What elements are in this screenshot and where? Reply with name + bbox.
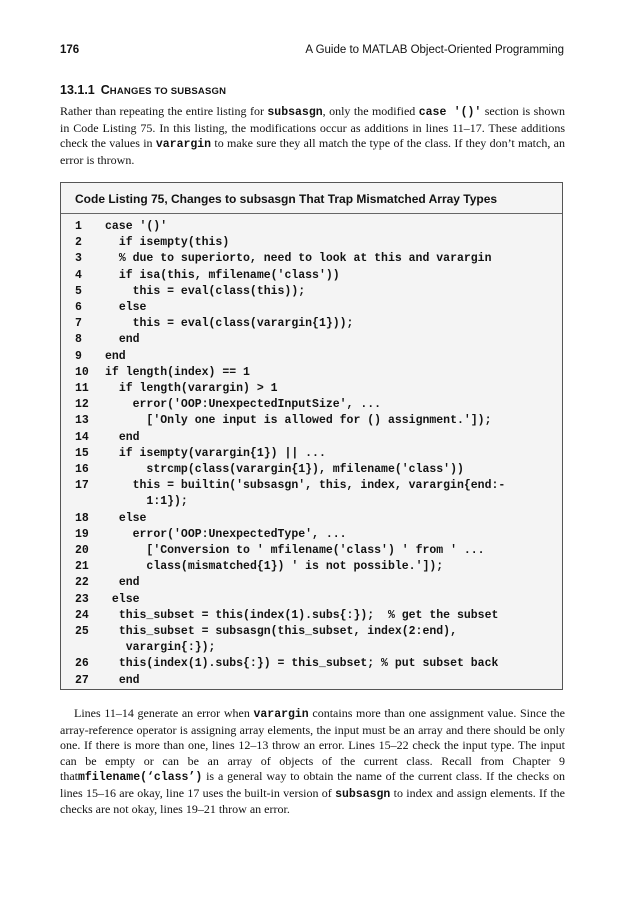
line-code: end xyxy=(105,333,140,347)
code-line xyxy=(75,235,552,251)
code-line xyxy=(75,608,552,624)
line-code: if isempty(this) xyxy=(105,236,230,250)
line-number: 24 xyxy=(75,608,89,622)
line-number: 2 xyxy=(75,236,82,250)
code-line xyxy=(75,381,552,397)
inline-code: varargin xyxy=(155,138,212,151)
text-run: contains more than one assignment value. Since the array-reference operator is assigning array elements, the input must be an array and there should be only one. If there is more than one, lines 12–13 throw an error. Lines 15–22 check the input type. The input can be empty or can be an array of objects of the current class. Recall from Chapter 9 that xyxy=(60,706,566,783)
text-run: is a general way to obtain the name of the current class. If the checks on lines 15–16 are okay, line 17 uses the built-in version of xyxy=(60,769,565,800)
line-code: this_subset = this(index(1).subs{:}); % get the subset xyxy=(105,608,499,622)
inline-code: varargin xyxy=(253,708,309,721)
page-number: 176 xyxy=(60,44,80,56)
running-title: A Guide to MATLAB Object-Oriented Programming xyxy=(305,44,564,56)
code-listing-title: Code Listing 75, Changes to subsasgn That Trap Mismatched Array Types xyxy=(75,192,498,206)
title-divider xyxy=(61,213,562,214)
code-line xyxy=(75,673,552,689)
line-code: error('OOP:UnexpectedType', ... xyxy=(105,527,347,541)
line-code: class(mismatched{1}) ' is not possible.']); xyxy=(105,560,444,574)
line-number: 1 xyxy=(75,220,82,233)
code-line xyxy=(75,397,552,413)
line-code: this(index(1).subs{:}) = this_subset; % put subset back xyxy=(105,657,499,671)
code-line xyxy=(75,527,552,543)
line-code: % due to superiorto, need to look at this and varargin xyxy=(105,252,492,266)
line-code: case '()' xyxy=(105,220,168,233)
line-code: end xyxy=(105,673,140,687)
line-code: end xyxy=(105,576,140,590)
line-number: 23 xyxy=(75,592,89,606)
line-code: ['Only one input is allowed for () assignment.']); xyxy=(105,414,492,428)
code-line xyxy=(75,284,552,300)
line-number: 17 xyxy=(75,479,89,493)
code-line xyxy=(75,543,552,559)
line-number: 9 xyxy=(75,349,82,363)
line-number: 4 xyxy=(75,268,82,282)
code-line xyxy=(75,251,552,267)
text-run: , only the modified xyxy=(322,104,419,118)
section-number: 13.1.1 xyxy=(60,83,95,97)
code-line xyxy=(75,316,552,332)
line-number: 26 xyxy=(75,657,89,671)
line-number: 11 xyxy=(75,382,89,396)
inline-code: mfilename(‘class’) xyxy=(78,771,203,784)
line-code: this = eval(class(varargin{1})); xyxy=(105,317,354,331)
section-heading xyxy=(60,83,226,97)
text-run: to index and assign elements. If the checks are not okay, lines 19–21 throw an error. xyxy=(60,785,566,816)
code-line xyxy=(75,478,552,510)
code-line xyxy=(75,511,552,527)
line-number: 12 xyxy=(75,398,89,412)
line-code: error('OOP:UnexpectedInputSize', ... xyxy=(105,398,382,412)
line-code: else xyxy=(105,301,147,315)
line-code: this = builtin('subsasgn', this, index, varargin{end:- 1:1}); xyxy=(132,479,506,509)
line-number: 15 xyxy=(75,446,89,460)
code-line xyxy=(75,349,552,365)
code-line xyxy=(75,365,552,381)
line-number: 22 xyxy=(75,576,89,590)
line-code: else xyxy=(105,511,147,525)
code-line xyxy=(75,430,552,446)
code-line xyxy=(75,592,552,608)
section-title-initial: C xyxy=(100,83,110,97)
line-code: this = eval(class(this)); xyxy=(105,284,306,298)
line-code: if length(varargin) > 1 xyxy=(105,382,278,396)
code-line xyxy=(75,219,552,235)
inline-code: case '()' xyxy=(418,106,482,119)
text-run: to make sure they all match the type of the class. If they don’t match, an error is thrown. xyxy=(60,136,565,167)
line-number: 13 xyxy=(75,414,89,428)
line-number: 3 xyxy=(75,252,82,266)
line-number: 27 xyxy=(75,673,89,687)
line-number: 21 xyxy=(75,560,89,574)
line-code: if length(index) == 1 xyxy=(105,365,250,379)
code-line xyxy=(75,624,552,656)
line-code: end xyxy=(105,430,140,444)
code-line xyxy=(75,268,552,284)
text-run: Lines 11–14 generate an error when xyxy=(74,706,254,720)
line-number: 8 xyxy=(75,333,82,347)
section-title-rest: HANGES TO SUBSASGN xyxy=(109,86,227,97)
code-line xyxy=(75,413,552,429)
line-number: 5 xyxy=(75,284,82,298)
page-header xyxy=(60,44,564,60)
line-number: 7 xyxy=(75,317,82,331)
line-number: 18 xyxy=(75,511,89,525)
line-number: 10 xyxy=(75,365,89,379)
inline-code: subsasgn xyxy=(335,787,391,801)
line-code: if isa(this, mfilename('class')) xyxy=(105,268,340,282)
line-code: else xyxy=(105,592,140,606)
line-code: ['Conversion to ' mfilename('class') ' from ' ... xyxy=(105,544,485,558)
text-run: Rather than repeating the entire listing for xyxy=(60,104,268,118)
code-line xyxy=(75,446,552,462)
code-line xyxy=(75,462,552,478)
inline-code: subsasgn xyxy=(267,106,323,119)
line-number: 14 xyxy=(75,430,89,444)
explanation-paragraph xyxy=(60,706,565,818)
code-line xyxy=(75,656,552,672)
line-number: 16 xyxy=(75,463,89,477)
line-code: this_subset = subsasgn(this_subset, index(2:end), varargin{:}); xyxy=(118,625,457,655)
line-number: 20 xyxy=(75,544,89,558)
intro-paragraph xyxy=(60,104,565,168)
code-listing-box xyxy=(60,182,563,690)
line-code: end xyxy=(105,349,126,363)
code-line xyxy=(75,332,552,348)
text-run: section is shown in Code Listing 75. In this listing, the modifications occur as additions in lines 11–17. These additions check the values in xyxy=(60,104,565,150)
line-code: if isempty(varargin{1}) || ... xyxy=(105,446,326,460)
line-code: strcmp(class(varargin{1}), mfilename('class')) xyxy=(105,463,464,477)
line-number: 6 xyxy=(75,301,82,315)
code-line xyxy=(75,559,552,575)
line-number: 19 xyxy=(75,527,89,541)
code-lines xyxy=(75,219,552,689)
line-number: 25 xyxy=(75,625,89,639)
code-line xyxy=(75,300,552,316)
code-line xyxy=(75,575,552,591)
